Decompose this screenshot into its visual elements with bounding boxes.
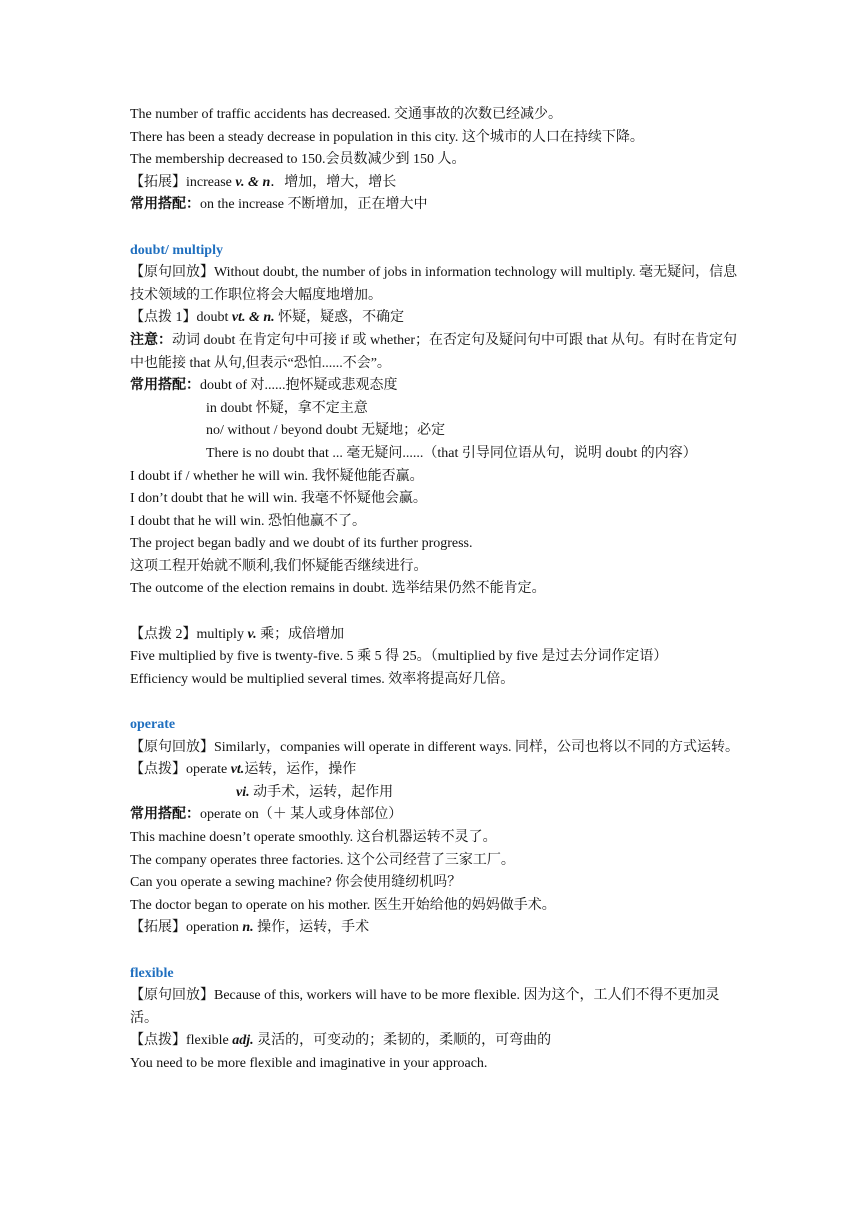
original-text: Similarly，companies will operate in different ways. 同样，公司也将以不同的方式运转。: [214, 739, 740, 755]
example-line: Can you operate a sewing machine? 你会使用缝纫机吗？: [130, 875, 462, 891]
example-line: Efficiency would be multiplied several times. 效率将提高好几倍。: [130, 671, 515, 687]
example-line: The outcome of the election remains in doubt. 选举结果仍然不能肯定。: [130, 581, 546, 597]
document-page: [130, 104, 740, 1076]
example-line: The membership decreased to 150.会员数减少到 150 人。: [130, 152, 466, 168]
part-of-speech: adj.: [232, 1033, 254, 1049]
part-of-speech: vi.: [236, 784, 250, 800]
extension-word: operation: [186, 920, 243, 936]
original-sentence: [130, 262, 740, 307]
tip-tag: 【点拨 1】: [130, 310, 197, 326]
collocation-label: 常用搭配：: [130, 378, 200, 394]
example-line: There has been a steady decrease in population in this city. 这个城市的人口在持续下降。: [130, 129, 644, 145]
part-of-speech: v. & n: [235, 174, 271, 190]
tip-tag: 【点拨 2】: [130, 626, 197, 642]
definition: 怀疑，疑惑，不确定: [274, 310, 405, 326]
extension-tag: 【拓展】: [130, 174, 186, 190]
tip-word: multiply: [196, 626, 248, 642]
tip-line: [130, 782, 740, 805]
definition: 操作，运转，手术: [253, 920, 370, 936]
section-heading: operate: [130, 717, 176, 733]
part-of-speech: n.: [242, 920, 254, 936]
collocation-text: on the increase 不断增加，正在增大中: [200, 197, 428, 213]
collocation-text: doubt of 对......抱怀疑或悲观态度: [200, 378, 398, 394]
example-line: The doctor began to operate on his mother. 医生开始给他的妈妈做手术。: [130, 897, 556, 913]
definition: 运转，运作，操作: [244, 762, 357, 778]
original-sentence: [130, 737, 740, 760]
example-line: Five multiplied by five is twenty-five. 5 乘 5 得 25。（multiplied by five 是过去分词作定语）: [130, 649, 668, 665]
example-line: I doubt that he will win. 恐怕他赢不了。: [130, 513, 367, 529]
note-paragraph: [130, 330, 740, 375]
collocation-line: [130, 194, 740, 217]
collocation-line: [130, 804, 740, 827]
example-line: 这项工程开始就不顺利,我们怀疑能否继续进行。: [130, 558, 428, 574]
original-tag: 【原句回放】: [130, 988, 214, 1004]
example-line: You need to be more flexible and imaginative in your approach.: [130, 1055, 488, 1071]
tip-line: [130, 759, 740, 782]
collocation-line: [130, 375, 740, 398]
collocation-label: 常用搭配：: [130, 807, 200, 823]
tip-line: [130, 624, 740, 647]
original-tag: 【原句回放】: [130, 739, 214, 755]
extension-tag: 【拓展】: [130, 920, 186, 936]
example-line: This machine doesn’t operate smoothly. 这台机器运转不灵了。: [130, 830, 497, 845]
tip-line: [130, 1030, 740, 1053]
note-text: 动词 doubt 在肯定句中可接 if 或 whether；在否定句及疑问句中可跟 that 从句。有时在肯定句中也能接 that 从句,但表示“恐怕......不会”。: [130, 332, 738, 371]
part-of-speech: vt. & n.: [231, 310, 275, 326]
original-text: Because of this, workers will have to be more flexible. 因为这个，工人们不得不更加灵活。: [130, 988, 720, 1026]
tip-word: flexible: [186, 1033, 233, 1049]
example-line: The project began badly and we doubt of its further progress.: [130, 536, 473, 552]
example-line: The number of traffic accidents has decreased. 交通事故的次数已经减少。: [130, 107, 563, 122]
original-tag: 【原句回放】: [130, 265, 214, 281]
definition: 乘；成倍增加: [256, 626, 345, 642]
definition: ．增加，增大，增长: [270, 174, 397, 190]
extension-line: [130, 172, 740, 195]
collocation-text: operate on（＋ 某人或身体部位）: [200, 807, 403, 823]
section-heading: flexible: [130, 965, 174, 981]
collocation-label: 常用搭配：: [130, 197, 200, 213]
tip-line: [130, 307, 740, 330]
example-line: I doubt if / whether he will win. 我怀疑他能否赢。: [130, 468, 424, 484]
collocation-line: There is no doubt that ... 毫无疑问......（that 引导同位语从句，说明 doubt 的内容）: [206, 445, 697, 461]
extension-line: [130, 917, 740, 940]
collocation-line: in doubt 怀疑，拿不定主意: [206, 400, 368, 416]
part-of-speech: vt.: [230, 762, 245, 778]
original-sentence: [130, 985, 740, 1030]
part-of-speech: v.: [247, 626, 257, 642]
tip-word: operate: [186, 762, 231, 778]
original-text: Without doubt, the number of jobs in information technology will multiply. 毫无疑问，信息技术领域的工作职位将会大幅度地增加。: [130, 265, 738, 303]
collocation-line: no/ without / beyond doubt 无疑地；必定: [206, 423, 446, 439]
tip-word: doubt: [196, 310, 232, 326]
example-line: I don’t doubt that he will win. 我毫不怀疑他会赢。: [130, 491, 427, 507]
definition: 灵活的，可变动的；柔韧的，柔顺的，可弯曲的: [253, 1033, 552, 1049]
extension-word: increase: [186, 174, 236, 190]
note-label: 注意：: [130, 332, 172, 348]
tip-tag: 【点拨】: [130, 1033, 186, 1049]
example-line: The company operates three factories. 这个公司经营了三家工厂。: [130, 852, 515, 868]
section-heading: doubt/ multiply: [130, 242, 223, 258]
definition: 动手术，运转，起作用: [249, 784, 394, 800]
tip-tag: 【点拨】: [130, 762, 186, 778]
